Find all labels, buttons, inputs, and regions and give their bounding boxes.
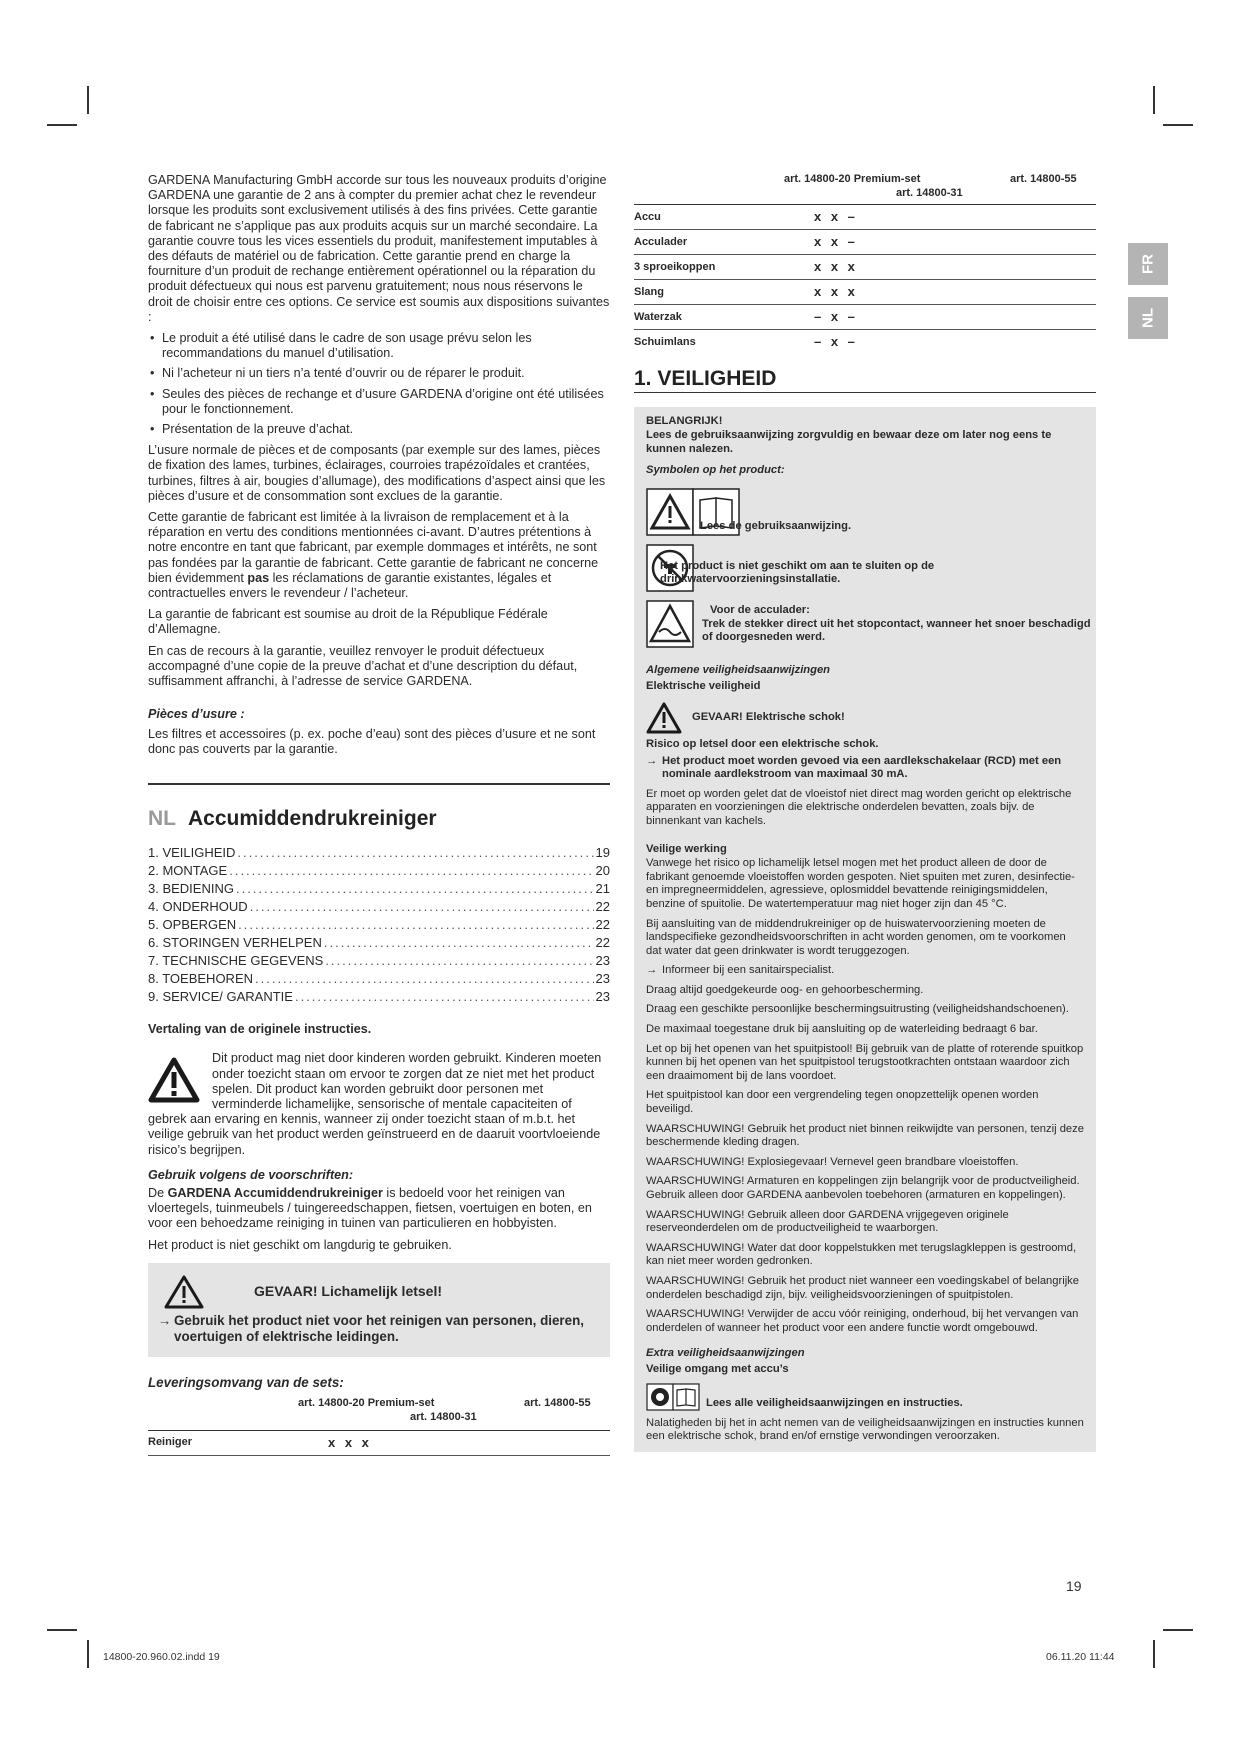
table-row: Waterzak – x – bbox=[634, 305, 1096, 330]
crop-mark bbox=[87, 1640, 89, 1668]
read-manual-icon bbox=[646, 1383, 702, 1411]
scope-table bbox=[148, 1396, 610, 1456]
wear-paragraph: L’usure normale de pièces et de composants (par exemple sur des lames, pièces de fixation des lames, turbines, éclairages, courroies trapézoïdales et crantées, turbines, filtres à air, bougies d’allumage), des modifications d’aspect ainsi que les pièces d’usure et de consommation sont exclues de la garantie. bbox=[148, 443, 606, 503]
toc-item[interactable]: 6. STORINGEN VERHELPEN ..... 22 bbox=[148, 934, 610, 952]
scope-title: Leveringsomvang van de sets: bbox=[148, 1374, 344, 1390]
page-number: 19 bbox=[1066, 1578, 1082, 1594]
symbol-no-drinking-water: Het product is niet geschikt om aan te sluiten op de drinkwatervoorzieningsinstallatie. bbox=[646, 544, 1084, 592]
list-item: • Ni l’acheteur ni un tiers n’a tenté d’ouvrir ou de réparer le produit. bbox=[148, 366, 610, 381]
danger-instruction: → Gebruik het product niet voor het reinigen van personen, dieren, voertuigen of elektrische leidingen. bbox=[158, 1312, 584, 1344]
lock-text: Het spuitpistool kan door een vergrendeling tegen onopzettelijk openen worden beveiligd. bbox=[646, 1089, 1039, 1116]
toc-item[interactable]: 4. ONDERHOUD ..... 22 bbox=[148, 898, 610, 916]
scope-table-continued bbox=[634, 170, 1096, 354]
safe-operation-title: Veilige werking bbox=[646, 842, 727, 855]
table-row: Slang x x x bbox=[634, 280, 1096, 305]
arrow-icon: → bbox=[646, 964, 658, 977]
symbols-title: Symbolen op het product: bbox=[646, 464, 785, 477]
left-column bbox=[148, 173, 610, 1456]
children-warning: Dit product mag niet door kinderen worden gebruikt. Kinderen moeten onder toezicht staan om ervoor te zorgen dat ze niet met het product spelen. Dit product kan worden gebruikt door personen met verminderde lichamelijke, sensorische of mentale capaciteiten of gebrek aan ervaring en kennis, wanneer zij onder toezicht staan of m.b.t. het veilige gebruik van het product werden geïnstrueerd en de daaruit voortvloeiende risico’s begrijpen. bbox=[148, 1051, 602, 1157]
shock-risk: Risico op letsel door een elektrische schok. bbox=[646, 737, 879, 750]
warning-cable-icon bbox=[646, 600, 694, 648]
crop-mark bbox=[1163, 124, 1193, 126]
translation-note: Vertaling van de originele instructies. bbox=[148, 1022, 372, 1037]
list-item: • Présentation de la preuve d’achat. bbox=[148, 422, 610, 437]
toc-item[interactable]: 9. SERVICE/ GARANTIE ..... 23 bbox=[148, 988, 610, 1006]
warning-icon bbox=[646, 702, 682, 734]
extra-title: Extra veiligheidsaanwijzingen bbox=[646, 1347, 805, 1360]
warranty-conditions bbox=[148, 331, 610, 437]
goggles-text: Draag altijd goedgekeurde oog- en gehoorbescherming. bbox=[646, 983, 924, 996]
pressure-text: De maximaal toegestane druk bij aansluiting op de waterleiding bedraagt 6 bar. bbox=[646, 1023, 1038, 1036]
sanitary-instruction: → Informeer bij een sanitairspecialist. bbox=[646, 964, 835, 977]
safe-operation-text: Vanwege het risico op lichamelijk letsel mogen met het product alleen de door de fabrikant genoemde vloeistoffen worden gespoten. Niet spuiten met zuren, desinfectie- en impregneermiddelen, agressieve, oplosmiddel bevattende reinigingsmiddelen, benzine of spuitolie. De watertemperatuur mag niet hoger zijn dan 45 °C. bbox=[646, 857, 1075, 910]
arrow-icon: → bbox=[158, 1312, 172, 1328]
product-heading: NL Accumiddendrukreiniger bbox=[148, 806, 437, 830]
warning-icon bbox=[164, 1275, 204, 1309]
table-row: Acculader x x – bbox=[634, 230, 1096, 255]
language-tab-fr[interactable]: FR bbox=[1128, 243, 1168, 285]
crop-mark bbox=[1163, 1629, 1193, 1631]
warning-text: WAARSCHUWING! Water dat door koppelstukken met terugslagkleppen is gestroomd, kan niet meer worden gedronken. bbox=[646, 1241, 1077, 1268]
toc-item[interactable]: 1. VEILIGHEID ..... 19 bbox=[148, 844, 610, 862]
section-title: 1. VEILIGHEID bbox=[634, 367, 777, 390]
ppe-text: Draag een geschikte persoonlijke beschermingsuitrusting (veiligheidshandschoenen). bbox=[646, 1003, 1069, 1016]
table-row: Accu x x – bbox=[634, 205, 1096, 230]
table-of-contents bbox=[148, 844, 610, 1006]
recourse-paragraph: En cas de recours à la garantie, veuillez renvoyer le produit défectueux accompagné d’une copie de la preuve d’achat et d’une description du défaut, suffisamment affranchi, à l’adresse de service GARDENA. bbox=[148, 643, 578, 689]
crop-mark bbox=[47, 124, 77, 126]
symbol-charger: Voor de acculader: Trek de stekker direct uit het stopcontact, wanneer het snoer beschadigd of doorgesneden werd. bbox=[646, 600, 1084, 652]
warning-text: WAARSCHUWING! Gebruik het product niet wanneer een voedingskabel of belangrijke onderdelen beschadigd zijn, bijv. veiligheidsvoorzieningen of spuitpistolen. bbox=[646, 1274, 1080, 1301]
danger-title: GEVAAR! Lichamelijk letsel! bbox=[254, 1283, 443, 1300]
law-paragraph: La garantie de fabricant est soumise au droit de la République Fédérale d’Allemagne. bbox=[148, 607, 548, 637]
warning-icon bbox=[148, 1057, 200, 1103]
danger-box bbox=[148, 1263, 610, 1357]
crop-mark bbox=[1153, 1640, 1155, 1668]
table-header: art. 14800-20 Premium-set art. 14800-31 art. 14800-55 bbox=[784, 173, 1077, 199]
table-header: art. 14800-20 Premium-set art. 14800-31 art. 14800-55 bbox=[298, 1396, 591, 1423]
footer-filename: 14800-20.960.02.indd 19 bbox=[103, 1651, 220, 1663]
table-row: 3 sproeikoppen x x x bbox=[634, 255, 1096, 280]
toc-item[interactable]: 8. TOEBEHOREN ..... 23 bbox=[148, 970, 610, 988]
warning-text: WAARSCHUWING! Armaturen en koppelingen zijn belangrijk voor de productveiligheid. Gebruik alleen door GARDENA aanbevolen toebehoren (armaturen en koppelingen). bbox=[646, 1175, 1080, 1201]
language-tab-nl[interactable]: NL bbox=[1128, 297, 1168, 339]
toc-item[interactable]: 3. BEDIENING ..... 21 bbox=[148, 880, 610, 898]
safety-panel bbox=[634, 407, 1096, 1451]
intended-use-title: Gebruik volgens de voorschriften: bbox=[148, 1167, 354, 1182]
warranty-intro: GARDENA Manufacturing GmbH accorde sur tous les nouveaux produits d’origine GARDENA une garantie de 2 ans à compter du premier achat chez le revendeur lorsque les produits sont exclusivement utilisés à des fins privées. Cette garantie de fabricant ne s’applique pas aux produits acquis sur un marché secondaire. La garantie couvre tous les vices essentiels du produit, manifestement imputables à des défauts de matériel ou de fabrication. Cette garantie prend en charge la fourniture d’un produit de rechange entièrement opérationnel ou la réparation du produit défectueux qui nous est parvenu gratuitement; nous nous réservons le droit de choisir entre ces options. Ce service est soumis aux dispositions suivantes : bbox=[148, 173, 610, 324]
warning-text: WAARSCHUWING! Verwijder de accu vóór reiniging, onderhoud, bij het vervangen van onderdelen of wanneer het product voor een andere functie wordt omgebouwd. bbox=[646, 1308, 1079, 1334]
crop-mark bbox=[47, 1629, 77, 1631]
toc-item[interactable]: 7. TECHNISCHE GEGEVENS ..... 23 bbox=[148, 952, 610, 970]
not-long-use: Het product is niet geschikt om langdurig te gebruiken. bbox=[148, 1237, 452, 1252]
water-supply-text: Bij aansluiting van de middendrukreiniger op de huiswatervoorziening moeten de landspecifieke gezondheidsvoorschriften in acht worden genomen, om te voorkomen dat water dat geen drinkwater is wordt teruggezogen. bbox=[646, 917, 1066, 957]
limit-paragraph: Cette garantie de fabricant est limitée à la livraison de remplacement et à la réparation en vertu des conditions mentionnées ci-avant. D’autres prétentions à notre encontre en tant que fabricant, par exemple dommages et intérêts, ne sont pas fondées par la garantie de fabricant. Cette garantie de fabricant ne concerne bien évidemment pas les réclamations de garantie existantes, légales et contractuelles envers le revendeur / l’acheteur. bbox=[148, 510, 599, 601]
neglect-text: Nalatigheden bij het in acht nemen van de veiligheidsaanwijzingen en instructies kunnen een elektrische schok, brand en/of ernstige verwondingen veroorzaken. bbox=[646, 1416, 1084, 1443]
table-row: Schuimlans – x – bbox=[634, 333, 858, 349]
battery-read-row: Lees alle veiligheidsaanwijzingen en instructies. bbox=[646, 1383, 1084, 1411]
intended-use-text: De GARDENA Accumiddendrukreiniger is bedoeld voor het reinigen van vloertegels, tuinmeubels / tuingereedschappen, fietsen, voertuigen en boten, en voor een behoedzame reiniging in tuinen van particulieren en hobbyisten. bbox=[148, 1185, 592, 1231]
warning-text: WAARSCHUWING! Explosiegevaar! Vernevel geen brandbare vloeistoffen. bbox=[646, 1155, 1019, 1168]
general-title: Algemene veiligheidsaanwijzingen bbox=[646, 663, 831, 676]
arrow-icon: → bbox=[646, 754, 658, 767]
list-item: • Le produit a été utilisé dans le cadre de son usage prévu selon les recommandations du manuel d’utilisation. bbox=[148, 331, 610, 361]
important-text: Lees de gebruiksaanwijzing zorgvuldig en bewaar deze om later nog eens te kunnen nalezen. bbox=[646, 429, 1052, 455]
rcd-instruction: → Het product moet worden gevoed via een aardlekschakelaar (RCD) met een nominale aardlekstroom van maximaal 30 mA. bbox=[646, 754, 1062, 781]
warning-text: WAARSCHUWING! Gebruik alleen door GARDENA vrijgegeven originele reserveonderdelen om de productveiligheid te waarborgen. bbox=[646, 1208, 1009, 1235]
recoil-text: Let op bij het openen van het spuitpistool! Bij gebruik van de platte of roterende spuitkop kunnen bij het openen van het spuitpistool terugstootkrachten ontstaan waardoor zich een draaimoment bij de lans voordoet. bbox=[646, 1042, 1084, 1082]
battery-title: Veilige omgang met accu’s bbox=[646, 1362, 789, 1375]
crop-mark bbox=[87, 86, 89, 114]
warning-text: WAARSCHUWING! Gebruik het product niet binnen reikwijdte van personen, tenzij deze beschermende kleding dragen. bbox=[646, 1122, 1084, 1149]
crop-mark bbox=[1153, 86, 1155, 114]
wear-parts-title: Pièces d’usure : bbox=[148, 707, 245, 722]
table-row: Reiniger x x x bbox=[148, 1431, 610, 1456]
right-column bbox=[634, 170, 1096, 1452]
footer-date: 06.11.20 11:44 bbox=[1046, 1651, 1115, 1663]
toc-item[interactable]: 5. OPBERGEN ..... 22 bbox=[148, 916, 610, 934]
important-title: BELANGRIJK! bbox=[646, 415, 723, 428]
electric-title: Elektrische veiligheid bbox=[646, 680, 761, 693]
section-divider bbox=[148, 783, 610, 785]
list-item: • Seules des pièces de rechange et d’usure GARDENA d’origine ont été utilisées pour le fonctionnement. bbox=[148, 387, 610, 417]
shock-warning: GEVAAR! Elektrische schok! bbox=[646, 702, 1084, 734]
toc-item[interactable]: 2. MONTAGE ..... 20 bbox=[148, 862, 610, 880]
wear-parts-text: Les filtres et accessoires (p. ex. poche d’eau) sont des pièces d’usure et ne sont donc pas couverts par la garantie. bbox=[148, 726, 596, 756]
symbol-read-manual: Lees de gebruiksaanwijzing. bbox=[646, 488, 1084, 536]
no-spray-text: Er moet op worden gelet dat de vloeistof niet direct mag worden gericht op elektrische apparaten en voorzieningen die elektrische onderdelen bevatten, zoals bijv. de binnenkant van kachels. bbox=[646, 787, 1072, 827]
